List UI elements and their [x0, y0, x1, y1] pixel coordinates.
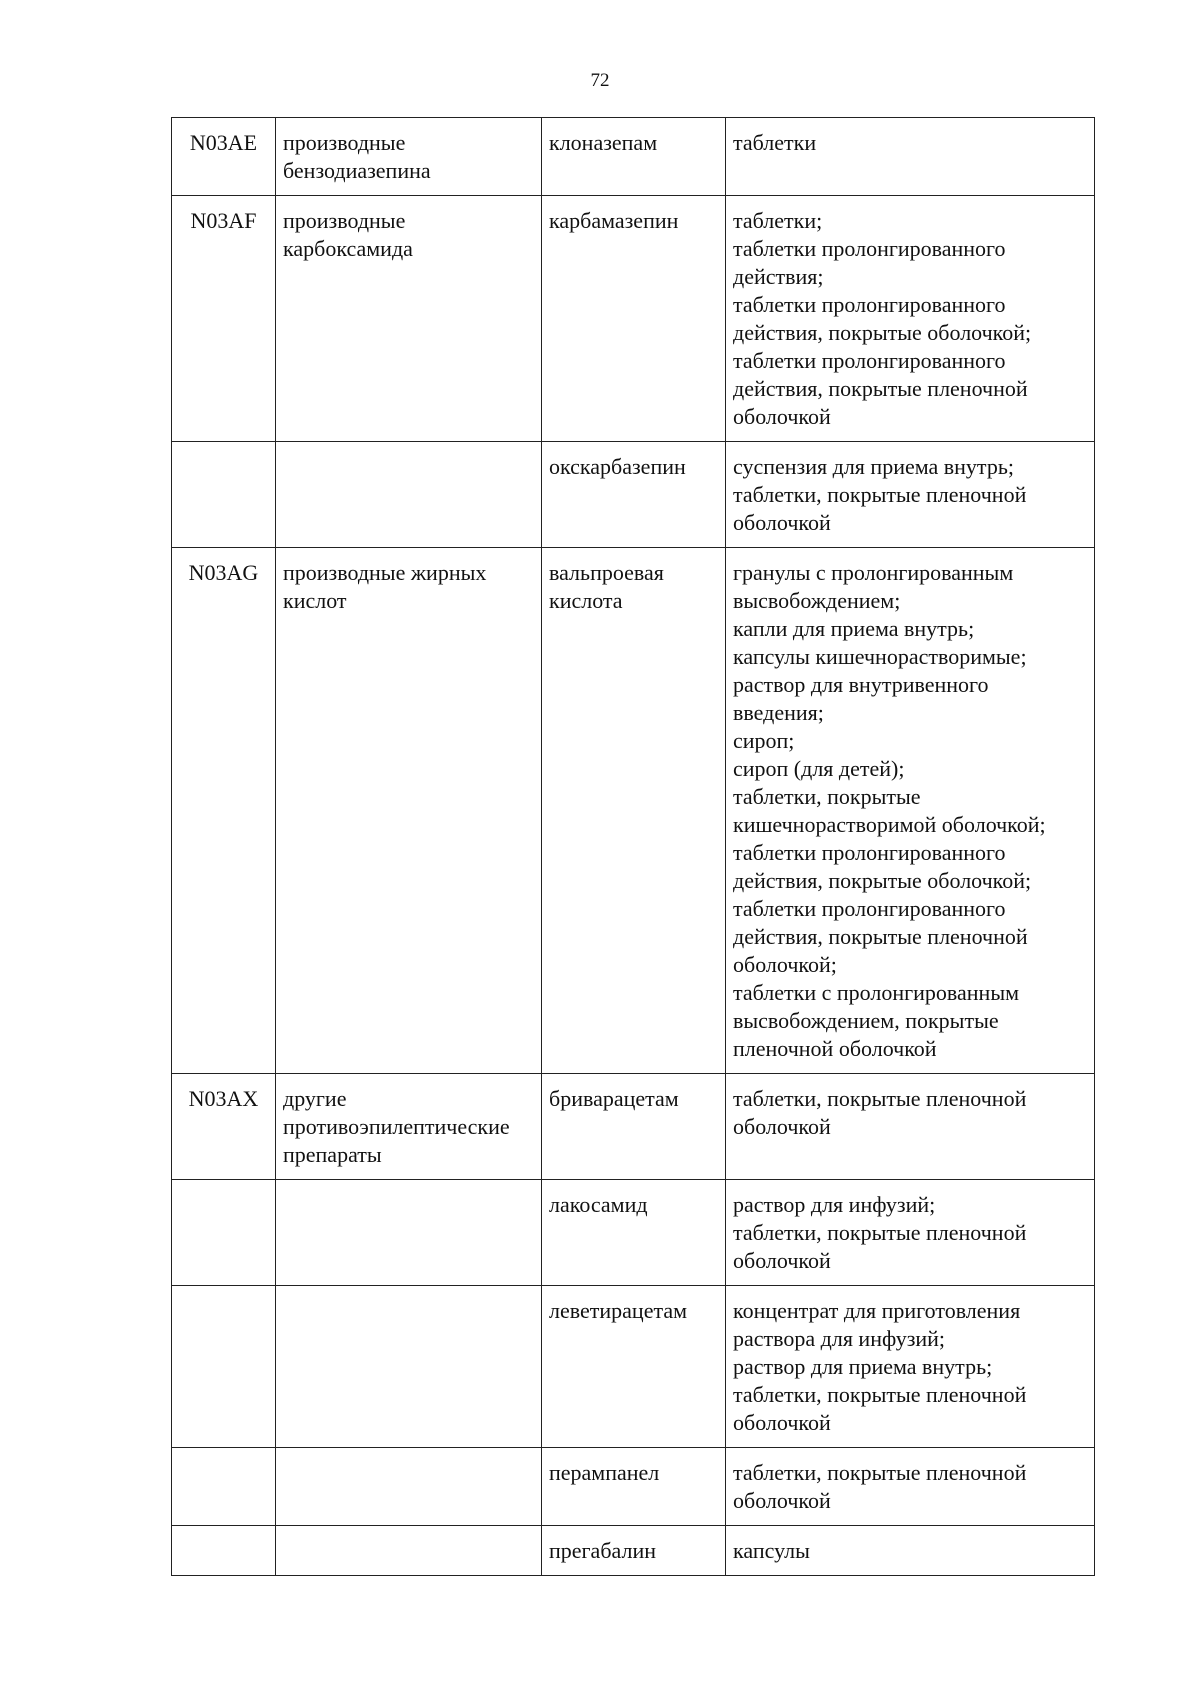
dosage-forms-line: таблетки, покрытые	[733, 784, 921, 809]
drug-name-cell	[542, 1526, 726, 1576]
table-row	[172, 1526, 1095, 1576]
dosage-forms-cell	[726, 1286, 1095, 1448]
group-line: противоэпилептические	[283, 1114, 510, 1139]
dosage-forms-line: гранулы с пролонгированным	[733, 560, 1014, 585]
dosage-forms-cell	[726, 1180, 1095, 1286]
table-row	[172, 1180, 1095, 1286]
dosage-forms-line: действия, покрытые пленочной	[733, 376, 1028, 401]
table-body	[172, 118, 1095, 1576]
drug-name-cell	[542, 1448, 726, 1526]
group-line: кислот	[283, 588, 347, 613]
dosage-forms-line: действия;	[733, 264, 824, 289]
group-cell	[276, 548, 542, 1074]
group-cell	[276, 196, 542, 442]
dosage-forms-cell	[726, 1448, 1095, 1526]
drug-name-line: бриварацетам	[549, 1086, 679, 1111]
drug-name-cell	[542, 548, 726, 1074]
dosage-forms-line: оболочкой	[733, 1248, 831, 1273]
dosage-forms-line: высвобождением;	[733, 588, 901, 613]
group-line: производные	[283, 130, 406, 155]
dosage-forms-line: введения;	[733, 700, 824, 725]
dosage-forms-line: раствор для инфузий;	[733, 1192, 936, 1217]
drug-name-line: клоназепам	[549, 130, 658, 155]
dosage-forms-line: таблетки с пролонгированным	[733, 980, 1020, 1005]
atc-code-cell	[172, 442, 276, 548]
dosage-forms-line: оболочкой	[733, 510, 831, 535]
dosage-forms-cell	[726, 1074, 1095, 1180]
dosage-forms-line: оболочкой	[733, 1114, 831, 1139]
dosage-forms-line: таблетки, покрытые пленочной	[733, 1460, 1027, 1485]
drug-name-line: вальпроевая	[549, 560, 664, 585]
group-cell	[276, 442, 542, 548]
dosage-forms-line: оболочкой	[733, 1488, 831, 1513]
dosage-forms-line: оболочкой	[733, 404, 831, 429]
dosage-forms-cell	[726, 196, 1095, 442]
drug-name-cell	[542, 442, 726, 548]
dosage-forms-cell	[726, 1526, 1095, 1576]
group-line: карбоксамида	[283, 236, 413, 261]
group-line: другие	[283, 1086, 347, 1111]
group-cell	[276, 118, 542, 196]
dosage-forms-line: таблетки пролонгированного	[733, 292, 1006, 317]
group-line: производные	[283, 208, 406, 233]
drug-name-cell	[542, 118, 726, 196]
dosage-forms-line: таблетки пролонгированного	[733, 896, 1006, 921]
table-row	[172, 118, 1095, 196]
dosage-forms-line: таблетки, покрытые пленочной	[733, 1220, 1027, 1245]
dosage-forms-line: кишечнорастворимой оболочкой;	[733, 812, 1046, 837]
dosage-forms-line: раствор для внутривенного	[733, 672, 989, 697]
group-cell	[276, 1448, 542, 1526]
group-cell	[276, 1286, 542, 1448]
atc-code-cell: N03AG	[172, 548, 276, 1074]
dosage-forms-cell	[726, 548, 1095, 1074]
group-line: препараты	[283, 1142, 382, 1167]
dosage-forms-line: таблетки пролонгированного	[733, 840, 1006, 865]
dosage-forms-line: высвобождением, покрытые	[733, 1008, 999, 1033]
dosage-forms-line: раствор для приема внутрь;	[733, 1354, 993, 1379]
drug-name-line: перампанел	[549, 1460, 660, 1485]
atc-code-cell: N03AF	[172, 196, 276, 442]
table-row	[172, 1286, 1095, 1448]
atc-code-cell: N03AX	[172, 1074, 276, 1180]
dosage-forms-line: раствора для инфузий;	[733, 1326, 946, 1351]
drug-name-line: леветирацетам	[549, 1298, 688, 1323]
drug-name-line: окскарбазепин	[549, 454, 686, 479]
table-row	[172, 548, 1095, 1074]
dosage-forms-line: пленочной оболочкой	[733, 1036, 937, 1061]
atc-code-cell	[172, 1286, 276, 1448]
dosage-forms-cell	[726, 118, 1095, 196]
dosage-forms-line: капли для приема внутрь;	[733, 616, 975, 641]
dosage-forms-line: действия, покрытые пленочной	[733, 924, 1028, 949]
dosage-forms-line: оболочкой;	[733, 952, 837, 977]
group-line: бензодиазепина	[283, 158, 431, 183]
atc-code-cell	[172, 1180, 276, 1286]
dosage-forms-line: оболочкой	[733, 1410, 831, 1435]
drug-name-cell	[542, 1286, 726, 1448]
group-cell	[276, 1526, 542, 1576]
atc-code-cell	[172, 1448, 276, 1526]
drug-table	[171, 117, 1095, 1576]
dosage-forms-line: таблетки пролонгированного	[733, 236, 1006, 261]
group-line: производные жирных	[283, 560, 487, 585]
atc-code-cell	[172, 1526, 276, 1576]
dosage-forms-line: сироп (для детей);	[733, 756, 905, 781]
dosage-forms-line: концентрат для приготовления	[733, 1298, 1021, 1323]
dosage-forms-line: капсулы кишечнорастворимые;	[733, 644, 1027, 669]
dosage-forms-line: сироп;	[733, 728, 795, 753]
group-cell	[276, 1180, 542, 1286]
dosage-forms-line: таблетки, покрытые пленочной	[733, 1086, 1027, 1111]
drug-name-cell	[542, 1180, 726, 1286]
dosage-forms-cell	[726, 442, 1095, 548]
dosage-forms-line: таблетки, покрытые пленочной	[733, 1382, 1027, 1407]
drug-name-cell	[542, 196, 726, 442]
drug-name-line: кислота	[549, 588, 623, 613]
drug-name-line: прегабалин	[549, 1538, 657, 1563]
group-cell	[276, 1074, 542, 1180]
drug-name-line: карбамазепин	[549, 208, 679, 233]
table-row	[172, 1074, 1095, 1180]
dosage-forms-line: действия, покрытые оболочкой;	[733, 320, 1032, 345]
dosage-forms-line: суспензия для приема внутрь;	[733, 454, 1014, 479]
table-row	[172, 196, 1095, 442]
table-row	[172, 442, 1095, 548]
page-number: 72	[590, 70, 610, 91]
dosage-forms-line: таблетки	[733, 130, 817, 155]
dosage-forms-line: таблетки пролонгированного	[733, 348, 1006, 373]
drug-name-cell	[542, 1074, 726, 1180]
drug-name-line: лакосамид	[549, 1192, 648, 1217]
dosage-forms-line: таблетки;	[733, 208, 823, 233]
dosage-forms-line: капсулы	[733, 1538, 810, 1563]
dosage-forms-line: таблетки, покрытые пленочной	[733, 482, 1027, 507]
dosage-forms-line: действия, покрытые оболочкой;	[733, 868, 1032, 893]
atc-code-cell: N03AE	[172, 118, 276, 196]
table-row	[172, 1448, 1095, 1526]
